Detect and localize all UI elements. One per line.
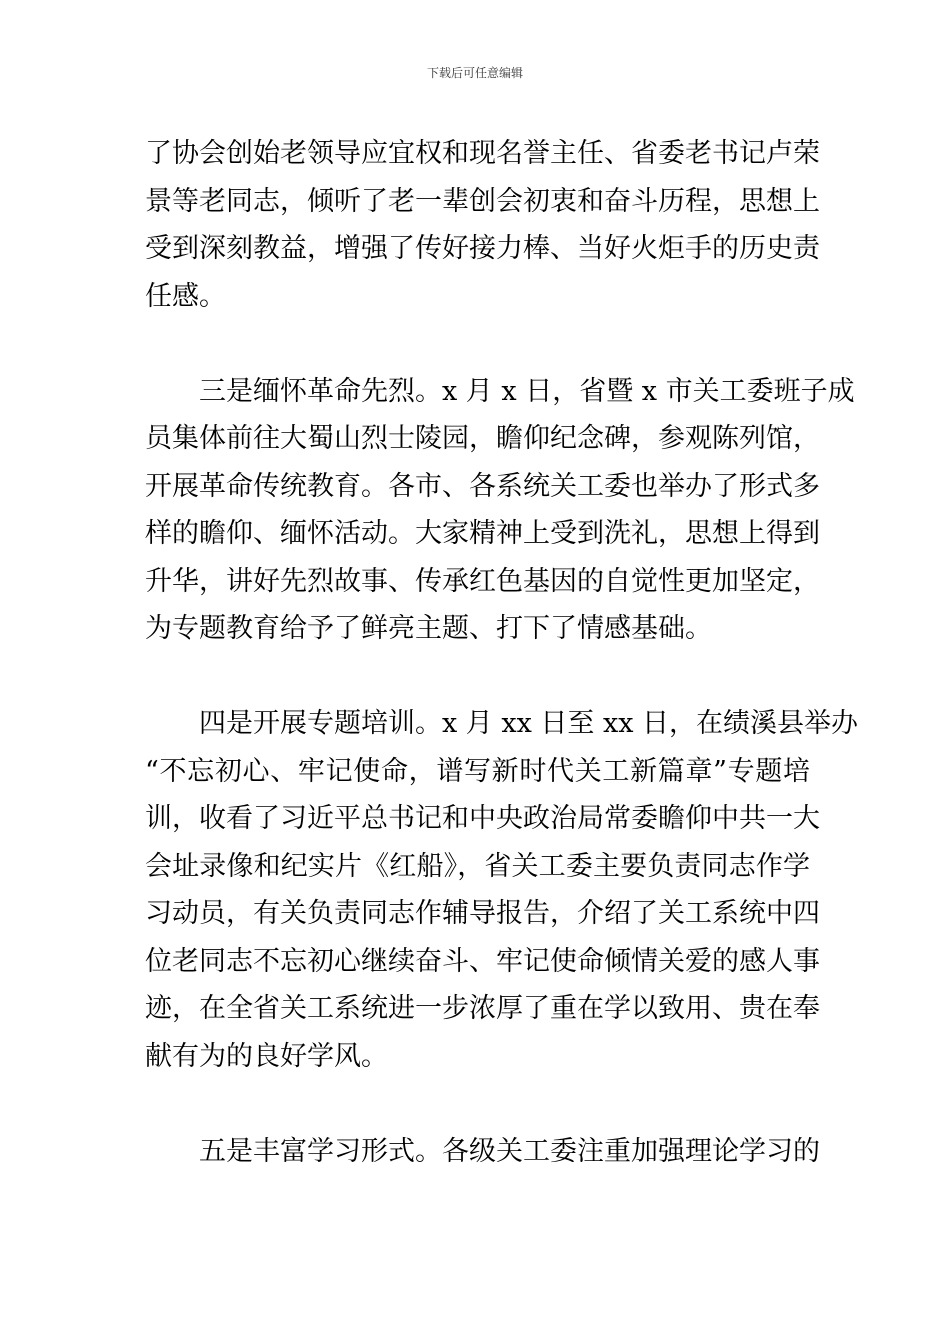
paragraph-spacer — [145, 653, 810, 701]
document-body — [145, 130, 859, 1175]
text-line: 了协会创始老领导应宜权和现名誉主任、省委老书记卢荣 — [145, 138, 820, 169]
text-line: 样的瞻仰、缅怀活动。大家精神上受到洗礼，思想上得到 — [145, 518, 820, 549]
text-line: 四是开展专题培训。x 月 xx 日至 xx 日，在绩溪县举办 — [199, 708, 859, 739]
text-line: 为专题教育给予了鲜亮主题、打下了情感基础。 — [145, 613, 712, 644]
text-line: 升华，讲好先烈故事、传承红色基因的自觉性更加坚定， — [145, 565, 820, 597]
paragraph-2 — [145, 368, 855, 653]
text-line: 任感。 — [145, 280, 226, 312]
paragraph-1 — [145, 130, 820, 320]
paragraph-spacer — [145, 320, 810, 368]
text-line: 员集体前往大蜀山烈士陵园，瞻仰纪念碑，参观陈列馆， — [145, 423, 820, 454]
text-line: 景等老同志，倾听了老一辈创会初衷和奋斗历程，思想上 — [145, 185, 820, 217]
paragraph-spacer — [145, 1080, 810, 1128]
text-line: 三是缅怀革命先烈。x 月 x 日，省暨 x 市关工委班子成 — [199, 375, 855, 407]
text-line: 献有为的良好学风。 — [145, 1040, 388, 1072]
paragraph-4 — [145, 1128, 820, 1176]
text-line: 迹，在全省关工系统进一步浓厚了重在学以致用、贵在奉 — [145, 993, 820, 1024]
text-line: 五是丰富学习形式。各级关工委注重加强理论学习的 — [199, 1135, 820, 1167]
text-line: 会址录像和纪实片《红船》，省关工委主要负责同志作学 — [145, 850, 810, 882]
text-line: 开展革命传统教育。各市、各系统关工委也举办了形式多 — [145, 470, 820, 502]
paragraph-3 — [145, 700, 859, 1080]
text-line: 位老同志不忘初心继续奋斗、牢记使命倾情关爱的感人事 — [145, 945, 820, 977]
text-line: 受到深刻教益，增强了传好接力棒、当好火炬手的历史责 — [145, 233, 820, 264]
text-line: 训，收看了习近平总书记和中央政治局常委瞻仰中共一大 — [145, 803, 820, 834]
text-line: “不忘初心、牢记使命，谱写新时代关工新篇章”专题培 — [145, 755, 810, 787]
page-header: 下载后可任意编辑 — [426, 66, 523, 80]
text-line: 习动员，有关负责同志作辅导报告，介绍了关工系统中四 — [145, 898, 820, 929]
